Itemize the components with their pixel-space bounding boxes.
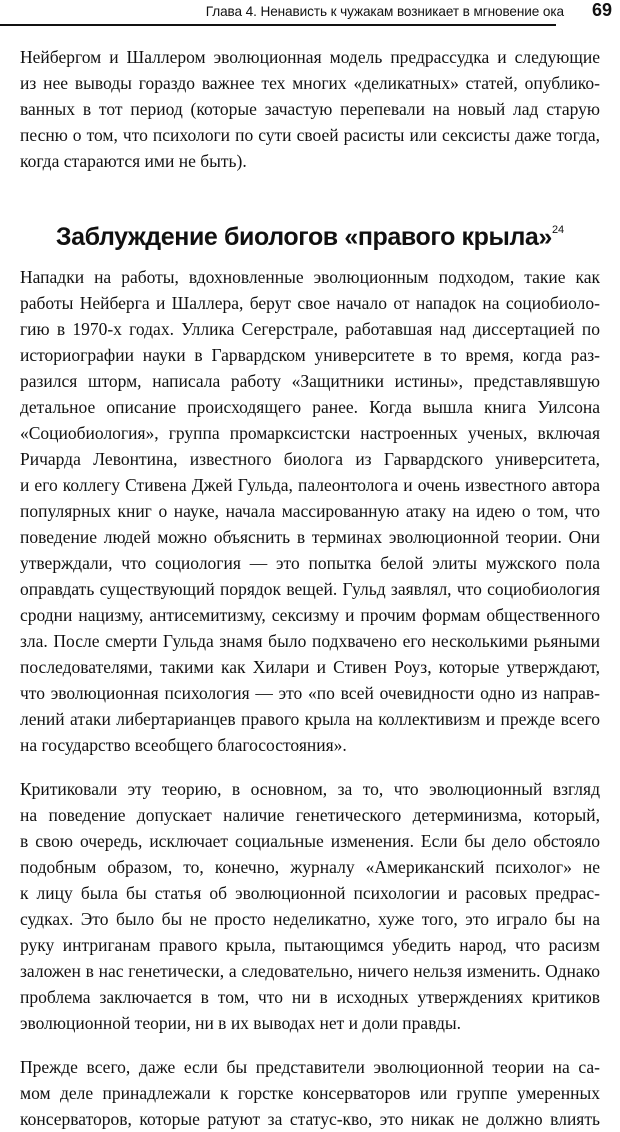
text-line: когда стараются ими не быть).	[20, 151, 247, 171]
text-line: поведение людей можно объяснить в терминах эволюционной теории. Они	[20, 527, 600, 547]
text-line: на государство всеобщего благосостояния».	[20, 735, 347, 755]
running-header	[0, 0, 620, 26]
text-line: Прежде всего, даже если бы представители эволюционной теории на са-	[20, 1057, 600, 1077]
text-line: подобным образом, то, конечно, журналу «Американский психолог» не	[20, 857, 600, 877]
footnote-ref: 24	[551, 224, 565, 236]
text-line: ванных в тот период (которые зачастую перепевали на новый лад старую	[20, 99, 600, 119]
text-line: Критиковали эту теорию, в основном, за то, что эволюционный взгляд	[20, 779, 600, 799]
text-line: зла. После смерти Гульда знамя было подхвачено его несколькими рьяными	[20, 631, 600, 651]
paragraph-3	[0, 1054, 600, 1132]
text-line: и его коллегу Стивена Джей Гульда, палеонтолога и очень известного автора	[20, 475, 600, 495]
paragraph-intro	[0, 44, 600, 174]
text-line: последователями, такими как Хилари и Стивен Роуз, которые утверждают,	[20, 657, 600, 677]
text-line: утверждали, что социология — это попытка белой элиты мужского пола	[20, 553, 600, 573]
text-line: работы Нейберга и Шаллера, берут свое начало от нападок на социобиоло-	[20, 293, 600, 313]
text-line: историографии науки в Гарвардском университете в то время, когда раз-	[20, 345, 600, 365]
text-line: сродни нацизму, антисемитизму, сексизму и прочим формам общественного	[20, 605, 600, 625]
text-line: «Социобиология», группа промарксистски настроенных ученых, включая	[20, 423, 600, 443]
text-line: на поведение допускает наличие генетического детерминизма, который,	[20, 805, 600, 825]
paragraph-2	[0, 776, 600, 1036]
text-line: проблема заключается в том, что ни в исходных утверждениях критиков	[20, 987, 600, 1007]
section-heading	[0, 212, 620, 251]
text-line: гию в 1970-х годах. Уллика Сегерстрале, работавшая над диссертацией по	[20, 319, 600, 339]
header-rule	[0, 24, 556, 26]
text-line: Нейбергом и Шаллером эволюционная модель предрассудка и следующие	[20, 47, 600, 67]
text-line: детальное описание происходящего ранее. Когда вышла книга Уилсона	[20, 397, 600, 417]
text-line: заложен в нас генетически, а следовательно, ничего нельзя изменить. Однако	[20, 961, 600, 981]
page-body	[0, 44, 620, 1132]
text-line: оправдать существующий порядок вещей. Гульд заявлял, что социобиология	[20, 579, 600, 599]
page-number: 69	[591, 0, 612, 20]
text-line: песню о том, что психологи по сути своей расисты или сексисты даже тогда,	[20, 125, 600, 145]
text-line: разился шторм, написала работу «Защитники истины», представлявшую	[20, 371, 600, 391]
text-line: к лицу была бы статья об эволюционной психологии и расовых предрас-	[20, 883, 600, 903]
text-line: мом деле принадлежали к горстке консерваторов или группе умеренных	[20, 1083, 600, 1103]
text-line: Нападки на работы, вдохновленные эволюционным подходом, такие как	[20, 267, 600, 287]
text-line: руку интриганам правого крыла, пытающимся убедить народ, что расизм	[20, 935, 600, 955]
text-line: эволюционной теории, ни в их выводах нет и доли правды.	[20, 1013, 462, 1033]
text-line: лений атаки либертарианцев правого крыла на коллективизм и прежде всего	[20, 709, 600, 729]
text-line: судках. Это было бы не просто неделикатно, хуже того, это играло бы на	[20, 909, 600, 929]
text-line: популярных книг о науке, начала массированную атаку на идею о том, что	[20, 501, 600, 521]
text-line: консерваторов, которые ратуют за статус-кво, это никак не должно влиять	[20, 1109, 600, 1129]
paragraph-gap	[0, 1036, 620, 1054]
chapter-title: Глава 4. Ненависть к чужакам возникает в мгновение ока	[205, 4, 564, 19]
text-line: что эволюционная психология — это «по всей очевидности одно из направ-	[20, 683, 600, 703]
paragraph-gap	[0, 758, 620, 776]
text-line: в свою очередь, исключает социальные изменения. Если бы дело обстояло	[20, 831, 600, 851]
text-line: Ричарда Левонтина, известного биолога из Гарвардского университета,	[20, 449, 600, 469]
text-line: из нее выводы гораздо важнее тех многих «деликатных» статей, опублико-	[20, 73, 600, 93]
section-heading-text: Заблуждение биологов «правого крыла»	[55, 223, 552, 251]
paragraph-1	[0, 264, 600, 758]
